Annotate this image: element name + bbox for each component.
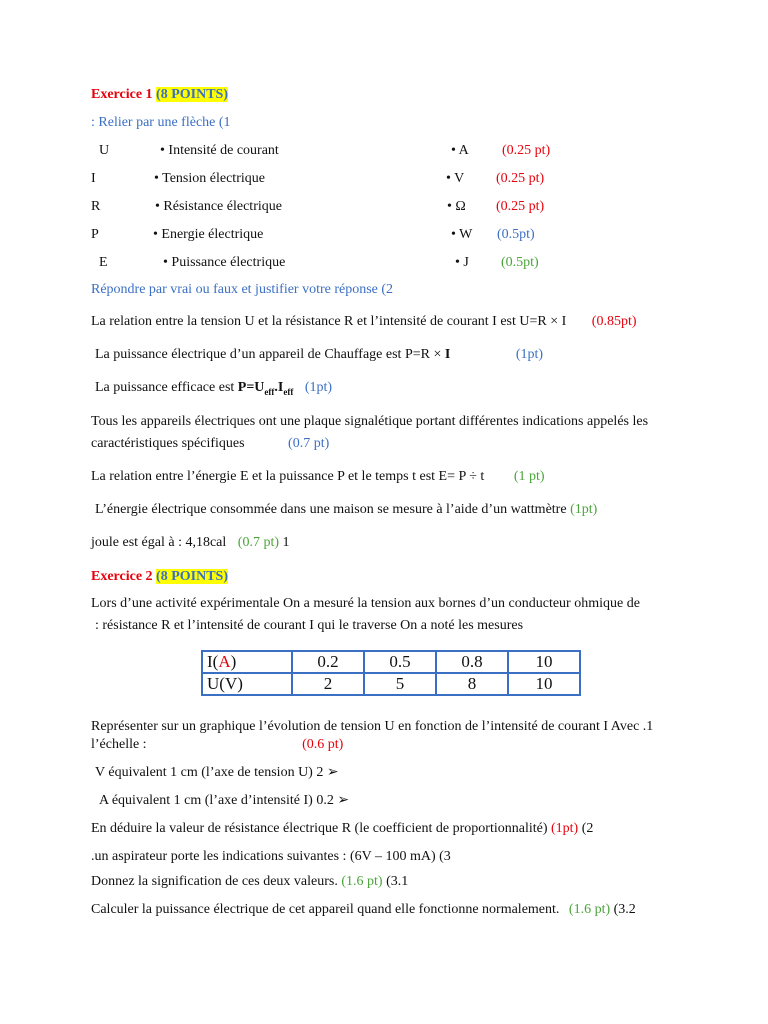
question-text: Calculer la puissance électrique de cet appareil quand elle fonctionne normalement.	[91, 902, 560, 917]
question-3-1	[91, 873, 408, 891]
statement-2	[95, 346, 543, 364]
table-row	[202, 673, 580, 695]
match-symbol: R	[91, 199, 101, 214]
statement-points: (0.7 pt)	[288, 436, 330, 451]
formula: $P=U_{eff}.I_{eff}$	[237, 380, 294, 397]
match-unit: • A	[451, 143, 469, 158]
match-points: (0.25 pt)	[502, 143, 551, 158]
statement-5	[91, 468, 545, 486]
statement-points: (1pt)	[304, 380, 333, 395]
table-cell: 0.8	[436, 651, 508, 673]
statement-6	[95, 501, 597, 519]
statement-7	[91, 534, 290, 552]
exercise-1-title: Exercice 1	[91, 87, 153, 102]
table-cell: 0.2	[292, 651, 364, 673]
statement-text: joule est égal à : 4,18cal	[91, 535, 227, 550]
exercise-1-heading	[91, 86, 228, 104]
question-2	[91, 820, 593, 838]
question-text: Donnez la signification de ces deux valeurs.	[91, 874, 338, 889]
measurements-table	[201, 650, 581, 696]
statement-4-line-1: Tous les appareils électriques ont une plaque signalétique portant différentes indications appelés les	[91, 414, 649, 429]
match-points: (0.5pt)	[501, 255, 539, 270]
question-3-2	[91, 901, 636, 919]
match-quantity: • Puissance électrique	[163, 255, 286, 270]
table-cell: 2	[292, 673, 364, 695]
table-cell: 10	[508, 673, 580, 695]
match-symbol: I	[91, 171, 96, 186]
match-unit: • J	[455, 255, 469, 270]
statement-text: caractéristiques spécifiques	[91, 436, 245, 451]
question-1-line-1: Représenter sur un graphique l’évolution de tension U en fonction de l’intensité de courant I Avec .1	[91, 719, 654, 734]
table-cell: 10	[508, 651, 580, 673]
statement-text: La puissance efficace est	[95, 380, 238, 395]
statement-points: (1pt)	[515, 347, 544, 362]
statement-text: La relation entre l’énergie E et la puissance P et le temps t est E= P ÷ t	[91, 469, 485, 484]
match-unit: • Ω	[447, 199, 466, 214]
statement-1	[91, 313, 637, 331]
question-3: .un aspirateur porte les indications suivantes : (6V – 100 mA) (3	[91, 849, 451, 864]
question-points: (1.6 pt)	[341, 874, 383, 889]
question-points: (1pt)	[550, 821, 579, 836]
exercise-2-points: (8 POINTS)	[156, 569, 228, 584]
match-quantity: • Tension électrique	[154, 171, 265, 186]
instruction-match: : Relier par une flèche (1	[91, 115, 231, 130]
match-unit: • W	[451, 227, 473, 242]
match-quantity: • Résistance électrique	[155, 199, 282, 214]
table-header-cell: I(A)	[202, 651, 292, 673]
instruction-true-false: Répondre par vrai ou faux et justifier votre réponse (2	[91, 282, 394, 297]
statement-points: (0.7 pt)	[237, 535, 280, 550]
question-points: (0.6 pt)	[302, 737, 344, 752]
question-1-line-2	[91, 736, 343, 754]
statement-3	[95, 379, 332, 401]
exercise-1-points: (8 POINTS)	[156, 87, 228, 102]
match-quantity: • Energie électrique	[153, 227, 264, 242]
statement-text: La relation entre la tension U et la résistance R et l’intensité de courant I est U=R × I	[91, 314, 567, 329]
match-symbol: E	[99, 255, 108, 270]
question-points: (1.6 pt)	[568, 902, 611, 917]
match-points: (0.5pt)	[497, 227, 535, 242]
table-cell: 5	[364, 673, 436, 695]
match-quantity: • Intensité de courant	[160, 143, 279, 158]
table-cell: 8	[436, 673, 508, 695]
match-points: (0.25 pt)	[496, 171, 545, 186]
table-header-cell: U(V)	[202, 673, 292, 695]
statement-bold: I	[444, 347, 451, 362]
exercise-2-title: Exercice 2	[91, 569, 153, 584]
statement-text: La puissance électrique d’un appareil de Chauffage est P=R ×	[95, 347, 445, 362]
question-number: (3.1	[386, 874, 409, 889]
statement-points: (1 pt)	[513, 469, 545, 484]
match-points: (0.25 pt)	[496, 199, 545, 214]
question-number: (3.2	[613, 902, 636, 917]
match-symbol: P	[91, 227, 99, 242]
statement-points: (0.85pt)	[591, 314, 637, 329]
exercise-2-intro-line-1: Lors d’une activité expérimentale On a mesuré la tension aux bornes d’un conducteur ohmique de	[91, 596, 640, 611]
statement-4-line-2	[91, 435, 329, 453]
scale-current: A équivalent 1 cm (l’axe d’intensité I) 0.2 ➢	[99, 793, 350, 808]
question-text: En déduire la valeur de résistance électrique R (le coefficient de proportionnalité)	[91, 821, 548, 836]
match-symbol: U	[99, 143, 110, 158]
exercise-2-heading	[91, 568, 228, 586]
question-text: l’échelle :	[91, 737, 147, 752]
scale-voltage: V équivalent 1 cm (l’axe de tension U) 2 ➢	[95, 765, 339, 780]
statement-text: L’énergie électrique consommée dans une maison se mesure à l’aide d’un wattmètre	[95, 502, 567, 517]
statement-number: 1	[282, 535, 290, 550]
exercise-2-intro-line-2: : résistance R et l’intensité de courant I qui le traverse On a noté les mesures	[95, 618, 524, 633]
match-unit: • V	[446, 171, 465, 186]
question-number: (2	[581, 821, 594, 836]
table-cell: 0.5	[364, 651, 436, 673]
statement-points: (1pt)	[570, 502, 598, 517]
table-row	[202, 651, 580, 673]
